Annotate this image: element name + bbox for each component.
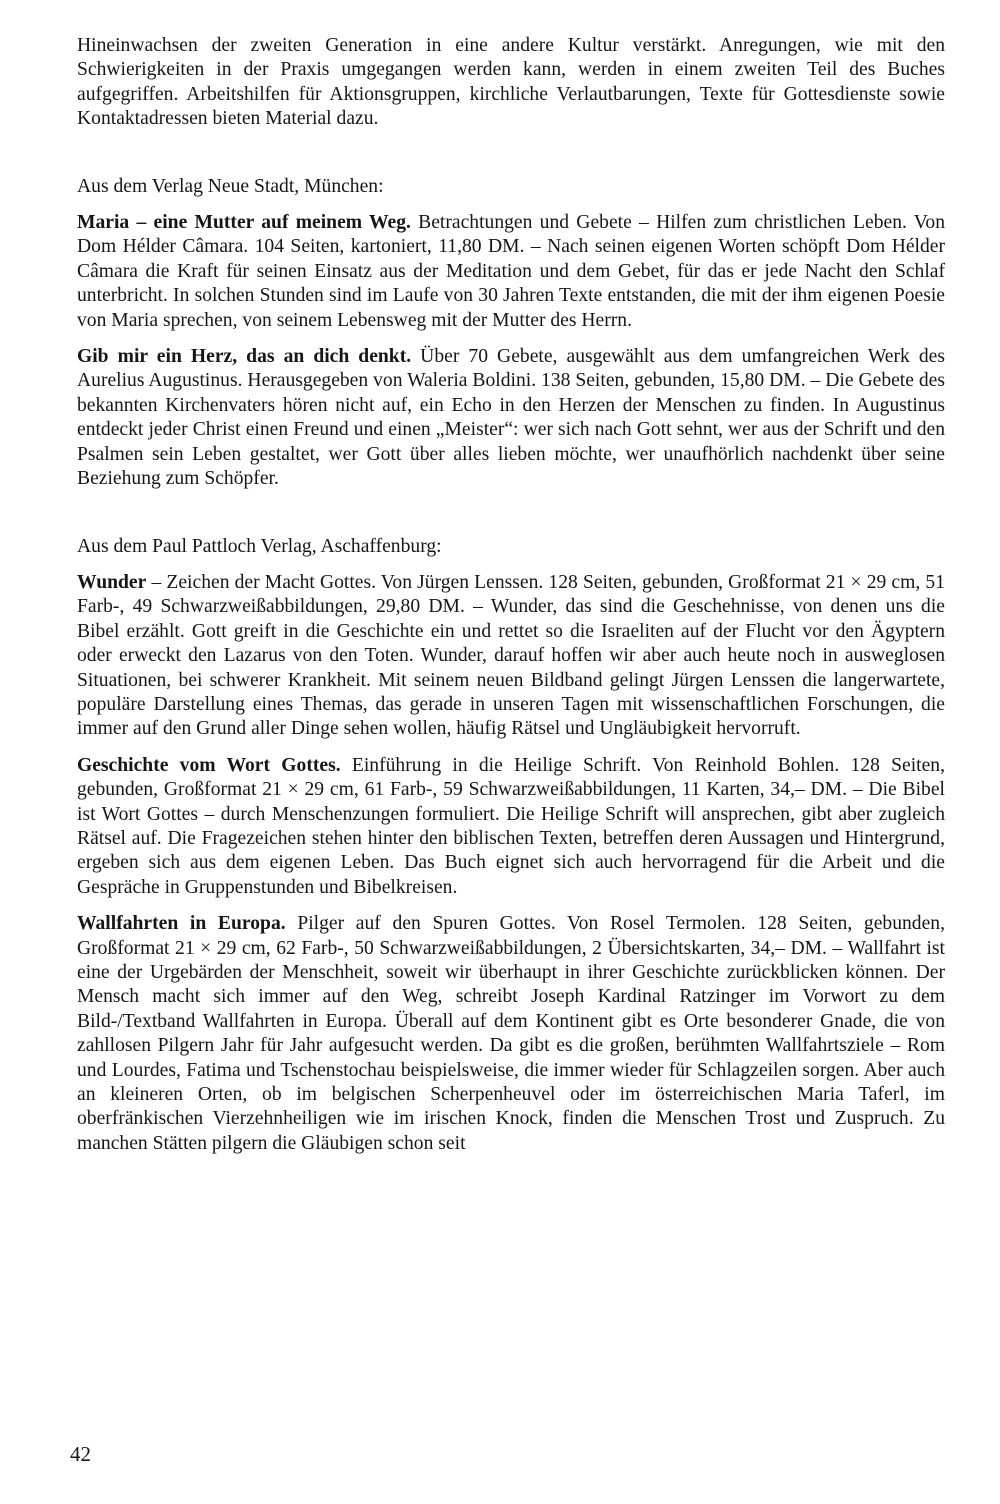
book-description: Betrachtungen und Gebete – Hilfen zum christlichen Leben. Von Dom Hélder Câmara. 104 Seiten, kartoniert, 11,80 DM. – Nach seinen eigenen Worten schöpft Dom Hélder Câmara die Kraft für seinen Einsatz aus der Meditation und dem Gebet, für das er jede Nacht den Schlaf unterbricht. In solchen Stunden sind im Laufe von 30 Jahren Texte entstanden, die mit der ihm eigenen Poesie von Maria sprechen, von seinem Lebensweg mit der Mutter des Herrn.: [77, 212, 946, 331]
book-title: Geschichte vom Wort Gottes.: [77, 754, 341, 776]
book-description: Über 70 Gebete, ausgewählt aus dem umfangreichen Werk des Aurelius Augustinus. Herausgegeben von Waleria Boldini. 138 Seiten, gebunden, 15,80 DM. – Die Gebete des bekannten Kirchenvaters hören nicht auf, ein Echo in den Herzen der Menschen zu finden. In Augustinus entdeckt jeder Christ einen Freund und einen „Meister“: wer sich nach Gott sehnt, wer aus der Schrift und den Psalmen sein Leben gestaltet, wer Gott über alles lieben möchte, wer unaufhörlich nachdenkt über seine Beziehung zum Schöpfer.: [77, 346, 945, 490]
book-entry-wallfahrten-in-europa: [77, 912, 945, 1156]
book-title: Wunder: [77, 571, 147, 593]
book-description: – Zeichen der Macht Gottes. Von Jürgen Lenssen. 128 Seiten, gebunden, Großformat 21 × 29 cm, 51 Farb-, 49 Schwarzweißabbildungen, 29,80 DM. – Wunder, das sind die Geschehnisse, von denen uns die Bibel erzählt. Gott greift in die Geschichte ein und rettet so die Israeliten auf der Flucht vor den Ägyptern oder erweckt den Lazarus von den Toten. Wunder, darauf hoffen wir aber auch heute noch in ausweglosen Situationen, bei schwerer Krankheit. Mit seinem neuen Bildband gelingt Jürgen Lenssen die langerwartete, populäre Darstellung eines Themas, das gerade in unseren Tagen mit wissenschaftlichen Forschungen, die immer auf den Grund aller Dinge sehen wollen, häufig Rätsel und Ungläubigkeit hervorruft.: [77, 571, 945, 740]
section-heading-neue-stadt: Aus dem Verlag Neue Stadt, München:: [77, 175, 384, 197]
book-title: Maria – eine Mutter auf meinem Weg.: [77, 212, 411, 234]
book-entry-geschichte-vom-wort-gottes: [77, 754, 945, 900]
page-body: [77, 34, 945, 1168]
page-number: 42: [70, 1442, 91, 1466]
book-entry-wunder: [77, 571, 945, 742]
section-heading-pattloch: Aus dem Paul Pattloch Verlag, Aschaffenburg:: [77, 535, 442, 557]
book-description: Einführung in die Heilige Schrift. Von Reinhold Bohlen. 128 Seiten, gebunden, Großformat 21 × 29 cm, 61 Farb-, 59 Schwarzweißabbildungen, 11 Karten, 34,– DM. – Die Bibel ist Wort Gottes – durch Menschenzungen formuliert. Die Heilige Schrift will ansprechen, gibt aber zugleich Rätsel auf. Die Fragezeichen stehen hinter den biblischen Texten, betreffen deren Aussagen und Hintergrund, ergeben sich aus dem eigenen Leben. Das Buch eignet sich auch hervorragend für die Arbeit und die Gespräche in Gruppenstunden und Bibelkreisen.: [77, 754, 945, 898]
book-description: Pilger auf den Spuren Gottes. Von Rosel Termolen. 128 Seiten, gebunden, Großformat 21 × 29 cm, 62 Farb-, 50 Schwarzweißabbildungen, 2 Übersichtskarten, 34,– DM. – Wallfahrt ist eine der Urgebärden der Menschheit, soweit wir überhaupt in ihrer Geschichte zurückblicken können. Der Mensch macht sich immer auf den Weg, schreibt Joseph Kardinal Ratzinger im Vorwort zu dem Bild-/Textband Wallfahrten in Europa. Überall auf dem Kontinent gibt es Orte besonderer Gnade, die von zahllosen Pilgern Jahr für Jahr aufgesucht werden. Da gibt es die großen, berühmten Wallfahrtsziele – Rom und Lourdes, Fatima und Tschenstochau beispielsweise, die immer wieder für Schlagzeilen sorgen. Aber auch an kleineren Orten, ob im belgischen Scherpenheuvel oder im österreichischen Maria Taferl, im oberfränkischen Vierzehnheiligen wie im irischen Knock, finden die Menschen Trost und Zuspruch. Zu manchen Stätten pilgern die Gläubigen schon seit: [77, 913, 945, 1154]
book-title: Wallfahrten in Europa.: [77, 913, 286, 935]
intro-paragraph: Hineinwachsen der zweiten Generation in eine andere Kultur verstärkt. Anregungen, wie mit den Schwierigkeiten in der Praxis umgegangen werden kann, werden in einem zweiten Teil des Buches aufgegriffen. Arbeitshilfen für Aktionsgruppen, kirchliche Verlautbarungen, Texte für Gottesdienste sowie Kontaktadressen bieten Material dazu.: [77, 35, 945, 130]
book-title: Gib mir ein Herz, das an dich denkt.: [77, 346, 412, 368]
book-entry-maria: [77, 211, 945, 333]
book-entry-gib-mir-ein-herz: [77, 345, 945, 491]
